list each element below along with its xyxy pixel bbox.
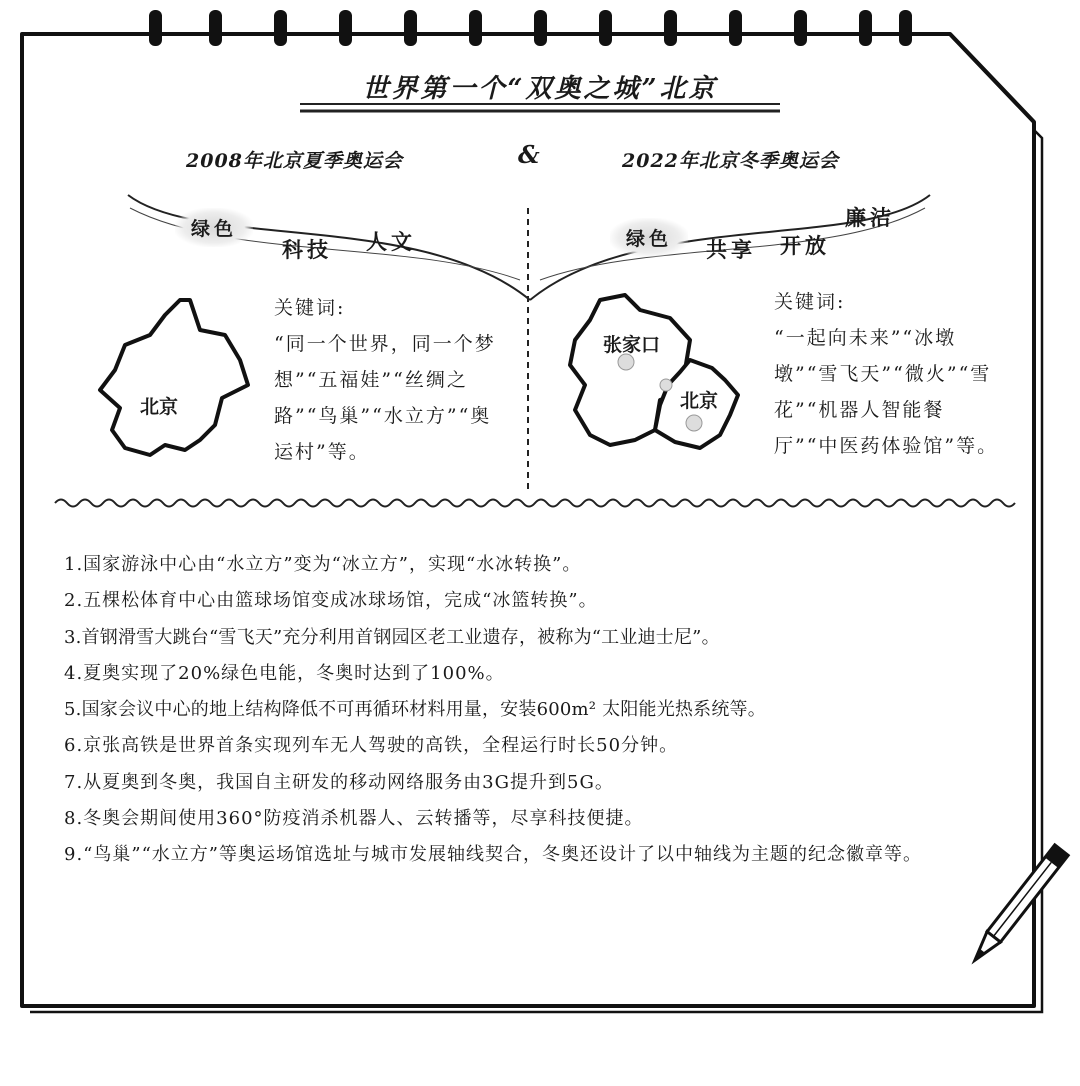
- keyword-green-2008: 绿色: [175, 208, 253, 247]
- keyword-integrity: 廉洁: [845, 205, 895, 230]
- page-title: 世界第一个“双奥之城”北京: [362, 74, 718, 104]
- list-item: 4.夏奥实现了20%绿色电能，冬奥时达到了100%。: [64, 662, 505, 684]
- keyword-sharing: 共享: [706, 237, 756, 262]
- map-label-beijing-2022: 北京: [680, 390, 719, 412]
- list-item: 9.“鸟巢”“水立方”等奥运场馆选址与城市发展轴线契合，冬奥还设计了以中轴线为主题的纪念徽章等。: [64, 844, 922, 866]
- map-label-beijing-2008: 北京: [140, 396, 179, 418]
- key-label-2008: 关键词:: [274, 297, 346, 319]
- beijing-map-left: [100, 300, 248, 455]
- summer-olympics-heading: 2008年北京夏季奥运会: [186, 150, 403, 172]
- list-item: 3.首钢滑雪大跳台“雪飞天”充分利用首钢园区老工业遗存，被称为“工业迪士尼”。: [64, 626, 720, 648]
- keyword-green-2022: 绿色: [610, 218, 688, 257]
- winter-olympics-heading: 2022年北京冬季奥运会: [622, 150, 839, 172]
- keyword-tech: 科技: [282, 237, 332, 262]
- list-item: 6.京张高铁是世界首条实现列车无人驾驶的高铁，全程运行时长50分钟。: [64, 735, 679, 757]
- list-item: 2.五棵松体育中心由篮球场馆变成冰球场馆，完成“冰篮转换”。: [64, 590, 598, 612]
- map-label-zhangjiakou: 张家口: [603, 334, 661, 356]
- list-item: 7.从夏奥到冬奥，我国自主研发的移动网络服务由3G提升到5G。: [64, 771, 614, 793]
- key-label-2022: 关键词:: [774, 291, 846, 313]
- list-item: 1.国家游泳中心由“水立方”变为“冰立方”，实现“水冰转换”。: [64, 554, 582, 575]
- list-item: 5.国家会议中心的地上结构降低不可再循环材料用量，安装600m² 太阳能光热系统等。: [64, 699, 766, 721]
- binder-ring-icon: [149, 10, 912, 46]
- facts-list: [64, 547, 1014, 874]
- key-text-2008: “同一个世界，同一个梦想”“五福娃”“丝绸之路”“鸟巢”“水立方”“奥运村”等。: [274, 333, 496, 463]
- connector-symbol: &: [518, 140, 540, 169]
- list-item: 8.冬奥会期间使用360°防疫消杀机器人、云转播等，尽享科技便捷。: [64, 808, 644, 830]
- keyword-humanity: 人文: [366, 229, 416, 254]
- key-text-2022: “一起向未来”“冰墩墩”“雪飞天”“微火”“雪花”“机器人智能餐厅”“中医药体验馆”等。: [774, 327, 999, 457]
- keyword-openness: 开放: [780, 233, 830, 258]
